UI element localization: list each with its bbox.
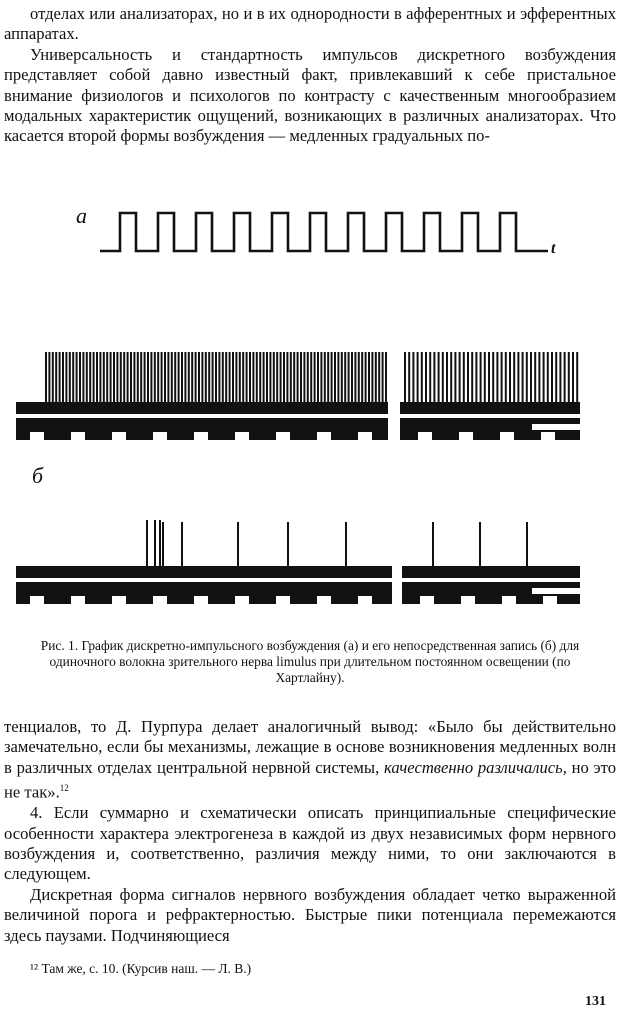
recording-strip-top <box>16 352 580 440</box>
time-marker <box>194 432 208 440</box>
time-marker <box>235 596 249 604</box>
time-marker <box>71 596 85 604</box>
time-marker <box>30 596 44 604</box>
time-marker <box>358 596 372 604</box>
time-marker <box>541 432 555 440</box>
time-marker <box>276 432 290 440</box>
text-block-bottom <box>4 717 616 946</box>
time-marker <box>71 432 85 440</box>
paragraph-universality: Универсальность и стандартность импульсов дискретного возбуждения представляет собой давно известный факт, привлекавший к себе пристальное внимание физиологов и психологов по контрасту с качественным многообразием модальных характеристик ощущений, возникающих в различных анализаторах. Что касается второй формы возбуждения — медленных градуальных по- <box>4 44 616 146</box>
recording-groove-left <box>16 578 392 582</box>
time-marker <box>459 432 473 440</box>
time-marker <box>418 432 432 440</box>
time-marker <box>543 596 557 604</box>
time-marker <box>500 432 514 440</box>
recording-groove-left <box>16 414 388 418</box>
paragraph-end: отделах или анализаторах, но и в их однородности в афферентных и эфферентных аппаратах. <box>4 4 616 44</box>
time-marker <box>420 596 434 604</box>
label-t: t <box>551 240 556 257</box>
footnote: ¹² Там же, с. 10. (Курсив наш. — Л. В.) <box>30 961 252 976</box>
recording-groove-right <box>402 578 580 582</box>
paragraph-continuation: тенциалов, то Д. Пурпура делает аналогичный вывод: «Было бы действительно замечательно, если бы механизмы, лежащие в основе возникновения медленных волн в различных отделах центральной нервной системы, качественно различались, но это не так».$^{12}$ <box>4 717 617 802</box>
recording-strip-bottom <box>16 520 580 604</box>
time-marker <box>358 432 372 440</box>
label-b: б <box>32 463 44 488</box>
recording-end-gap <box>532 588 580 594</box>
time-marker <box>461 596 475 604</box>
pulse-train-line <box>100 213 548 251</box>
figure-caption: Рис. 1. График дискретно-импульсного возбуждения (а) и его непосредственная запись (б) для одиночного волокна зрительного нерва limulus при длительном постоянном освещении (по Хартлайну). <box>40 638 580 686</box>
time-marker <box>153 596 167 604</box>
time-marker <box>276 596 290 604</box>
page-number: 131 <box>585 994 606 1009</box>
time-marker <box>235 432 249 440</box>
paragraph-4: 4. Если суммарно и схематически описать принципиальные специфические особенности характера электрогенеза в каждой из двух независимых форм нервного возбуждения и, соответственно, различия между ними, то они заключаются в следующем. <box>4 803 616 884</box>
time-marker <box>317 596 331 604</box>
pulse-train-graph <box>100 213 548 251</box>
time-marker <box>112 596 126 604</box>
time-marker <box>502 596 516 604</box>
time-marker <box>153 432 167 440</box>
time-marker <box>112 432 126 440</box>
recording-end-gap <box>532 424 580 430</box>
recording-groove-right <box>400 414 580 418</box>
time-marker <box>317 432 331 440</box>
time-marker <box>194 596 208 604</box>
label-a: а <box>76 203 87 228</box>
paragraph-discrete: Дискретная форма сигналов нервного возбуждения обладает четко выраженной величиной порога и рефрактерностью. Быстрые пики потенциала перемежаются здесь паузами. Подчиняющиеся <box>4 884 616 945</box>
time-marker <box>30 432 44 440</box>
